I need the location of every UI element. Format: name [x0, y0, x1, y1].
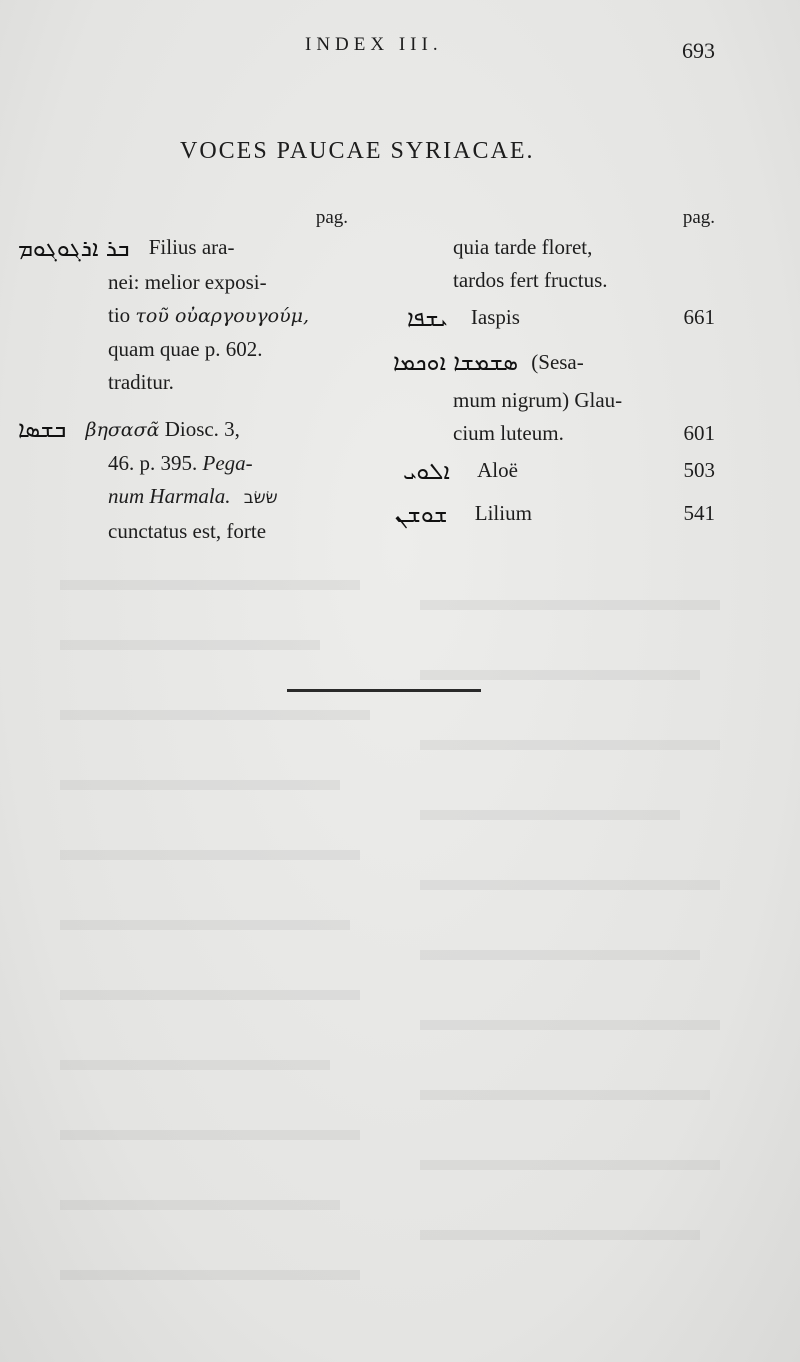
entry-label: (Sesa-	[531, 349, 584, 374]
entry-text: cium luteum.	[453, 421, 564, 446]
entry-text: tio	[108, 302, 136, 327]
pag-label-right: pag.	[682, 207, 715, 228]
hebrew-word: שׂשׂב	[243, 488, 278, 509]
left-column	[18, 205, 348, 548]
pag-label-left: pag.	[315, 207, 348, 228]
syriac-word: ܫܘܫܢ	[395, 501, 448, 528]
page-ref: 601	[683, 421, 715, 446]
italic-text: Pega-	[202, 451, 253, 476]
entry-text: Filius ara-	[148, 235, 235, 259]
running-head: INDEX III.	[305, 34, 443, 55]
bleed-through-texture	[40, 560, 760, 1320]
entry-label: Lilium	[474, 501, 532, 526]
syriac-word: ܒܪ ܐܪܓܘܓܘܡ	[18, 235, 130, 262]
entry-text: mum nigrum) Glau-	[453, 388, 623, 413]
entry-aloe	[403, 454, 715, 489]
section-title: VOCES PAUCAE SYRIACAE.	[180, 138, 535, 164]
entry-iaspis	[407, 301, 715, 336]
page-ref: 661	[683, 305, 715, 329]
entry-text: Diosc. 3,	[159, 416, 240, 441]
entry-text: quam quae p. 602.	[108, 336, 263, 361]
entry-filius-araneus	[18, 231, 348, 399]
right-column	[393, 205, 715, 532]
entry-text: quia tarde floret,	[453, 235, 593, 259]
entry-text: nei: melior exposi-	[108, 269, 267, 294]
entry-label: Aloë	[477, 458, 518, 483]
page-ref: 503	[683, 458, 715, 483]
greek-text: τοῦ οὐαργουγούμ,	[135, 304, 310, 327]
entry-besasa	[18, 413, 348, 549]
syriac-word: ܐܠܘܝ	[403, 459, 450, 486]
entry-text: tardos fert fructus.	[453, 268, 608, 292]
syriac-word: ܒܫܣܐ	[18, 417, 67, 444]
greek-text: βησασᾶ	[85, 418, 160, 441]
entry-label: Iaspis	[470, 305, 520, 329]
italic-text: num Harmala.	[108, 484, 231, 509]
page-number: 693	[682, 38, 715, 63]
entry-text: 46. p. 395.	[108, 451, 203, 476]
syriac-word: ܝܫܦܐ	[407, 305, 448, 332]
entry-text: traditur.	[108, 369, 174, 394]
syriac-word: ܣܫܡܫܐ ܐܘܟܡܐ	[393, 350, 519, 377]
horizontal-rule	[287, 689, 481, 692]
entry-text: cunctatus est, forte	[108, 519, 267, 544]
page-ref: 541	[683, 501, 715, 526]
entry-sesamum	[393, 346, 715, 381]
entry-lilium	[395, 497, 715, 532]
